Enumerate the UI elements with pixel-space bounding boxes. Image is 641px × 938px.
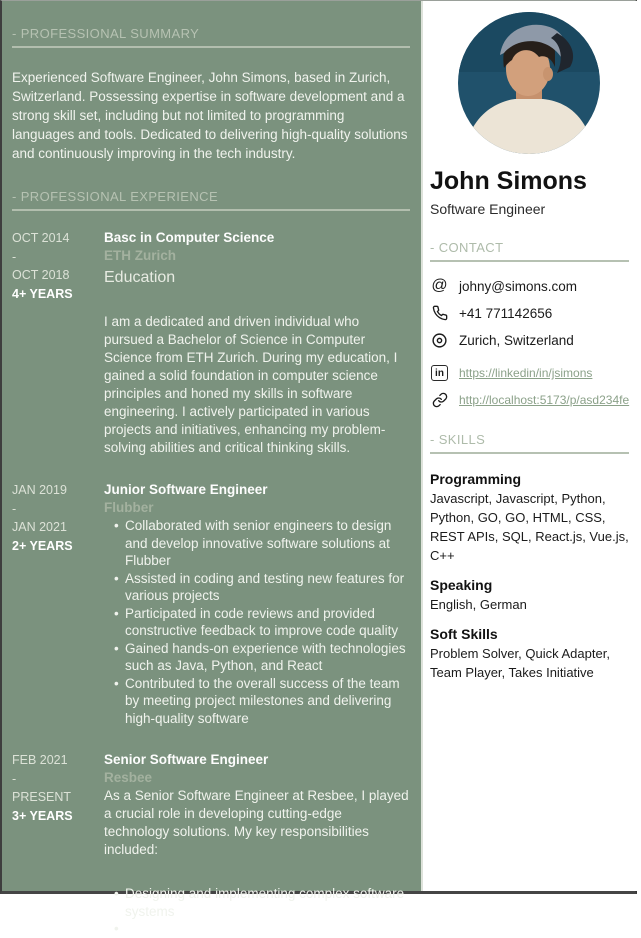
bullet-item: • Assisted in coding and testing new features for various projects	[104, 570, 410, 605]
entry-organization: Resbee	[104, 770, 153, 785]
entry-title: Senior Software Engineer	[104, 752, 269, 767]
experience-entry	[12, 751, 410, 937]
bullet-item: • Designing and implementing complex software systems	[104, 885, 410, 920]
skill-group	[430, 469, 629, 565]
entry-tag: Education	[104, 269, 176, 286]
skill-group-name: Speaking	[430, 577, 493, 593]
left-column	[2, 1, 423, 919]
date-start: FEB 2021	[12, 753, 68, 767]
skill-group-items: Javascript, Javascript, Python, Python, GO, GO, HTML, CSS, REST APIs, SQL, React.js, Vue.js, C++	[430, 491, 629, 563]
date-start: OCT 2014	[12, 231, 70, 245]
date-start: JAN 2019	[12, 483, 67, 497]
contact-linkedin-row	[430, 364, 629, 382]
phone-icon	[430, 305, 449, 321]
date-separator: -	[12, 249, 17, 264]
person-title: Software Engineer	[430, 201, 546, 217]
contact-phone-row	[430, 304, 629, 322]
avatar-photo	[458, 12, 600, 154]
summary-section	[12, 26, 410, 163]
contact-header: - CONTACT	[430, 240, 629, 262]
person-name: John Simons	[430, 167, 587, 195]
summary-text: Experienced Software Engineer, John Simons, based in Zurich, Switzerland. Possessing expertise in software development and a strong skill set, including but not limited to programming languages and tools. Dedicated to delivering high-quality solutions and continuously improving in the tech industry.	[12, 70, 408, 161]
entry-dates	[12, 229, 104, 457]
skill-group	[430, 575, 629, 614]
right-column	[423, 1, 641, 891]
experience-header: - PROFESSIONAL EXPERIENCE	[12, 189, 410, 211]
contact-email-row	[430, 277, 629, 295]
phone-value: +41 771142656	[459, 305, 553, 321]
experience-section	[12, 189, 410, 937]
duration: 3+ YEARS	[12, 808, 73, 823]
skill-group	[430, 624, 629, 682]
bullet-item: • Gained hands-on experience with technologies such as Java, Python, and React	[104, 640, 410, 675]
experience-entry	[12, 481, 410, 727]
entry-body	[104, 481, 410, 727]
skills-section	[429, 469, 629, 682]
website-link[interactable]: http://localhost:5173/p/asd234fe	[459, 393, 630, 407]
summary-header: - PROFESSIONAL SUMMARY	[12, 26, 410, 48]
entry-organization: Flubber	[104, 500, 154, 515]
entry-description: I am a dedicated and driven individual who pursued a Bachelor of Science in Computer Science from ETH Zurich. During my education, I gained a solid foundation in computer science principles and honed my skills in software engineering. I actively participated in various projects and initiatives, enhancing my problem-solving abilities and critical thinking skills.	[104, 314, 398, 455]
entry-organization: ETH Zurich	[104, 248, 177, 263]
entry-bullet-list	[104, 885, 410, 937]
contact-section	[429, 277, 629, 409]
date-end: JAN 2021	[12, 520, 67, 534]
bullet-item: • Contributed to the overall success of the team by meeting project milestones and delivering high-quality software	[104, 675, 410, 728]
date-end: OCT 2018	[12, 268, 70, 282]
experience-entry	[12, 229, 410, 457]
skill-group-name: Soft Skills	[430, 626, 498, 642]
linkedin-icon: in	[430, 365, 449, 381]
skill-group-name: Programming	[430, 471, 522, 487]
entry-bullet-list	[104, 517, 410, 727]
bullet-item: • Participated in code reviews and provided constructive feedback to improve code quality	[104, 605, 410, 640]
entry-body	[104, 751, 410, 937]
bullet-item: • Collaborated with senior engineers to design and develop innovative software solutions at Flubber	[104, 517, 410, 570]
location-icon	[430, 332, 449, 349]
bullet-item	[104, 920, 410, 937]
at-icon: @	[431, 277, 448, 294]
entry-dates	[12, 751, 104, 937]
entry-title: Junior Software Engineer	[104, 482, 268, 497]
date-end: PRESENT	[12, 790, 72, 804]
entry-title: Basc in Computer Science	[104, 230, 275, 245]
entry-dates	[12, 481, 104, 727]
duration: 2+ YEARS	[12, 538, 73, 553]
location-value: Zurich, Switzerland	[459, 332, 574, 348]
duration: 4+ YEARS	[12, 286, 73, 301]
skill-group-items: English, German	[430, 597, 527, 612]
linkedin-link[interactable]: https://linkedin/in/jsimons	[459, 366, 593, 380]
email-value: johny@simons.com	[459, 278, 577, 294]
date-separator: -	[12, 771, 17, 786]
entry-body	[104, 229, 410, 457]
experience-entries	[12, 229, 410, 937]
contact-website-row	[430, 391, 629, 409]
date-separator: -	[12, 501, 17, 516]
link-icon	[430, 392, 449, 408]
avatar	[458, 12, 600, 154]
contact-location-row	[430, 331, 629, 349]
entry-description: As a Senior Software Engineer at Resbee, I played a crucial role in developing cutting-edge technology solutions. My key responsibilities included:	[104, 788, 409, 857]
skills-header: - SKILLS	[430, 432, 629, 454]
skill-group-items: Problem Solver, Quick Adapter, Team Player, Takes Initiative	[430, 646, 610, 680]
